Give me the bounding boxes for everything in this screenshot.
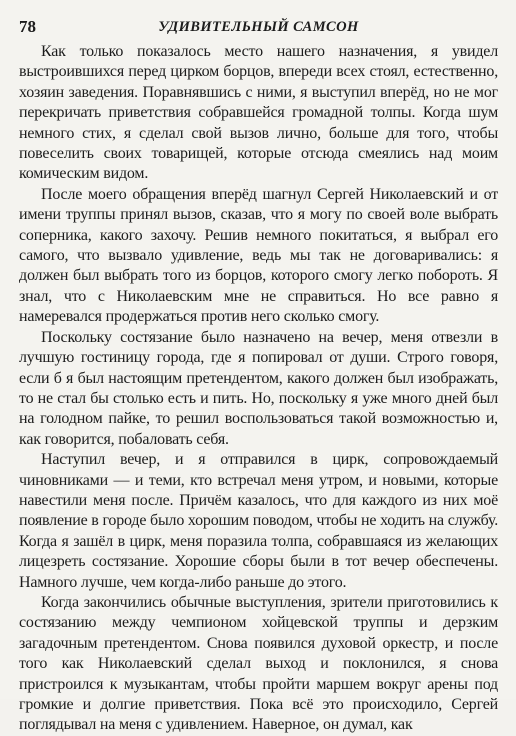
running-head: УДИВИТЕЛЬНЫЙ САМСОН [158,19,359,35]
page-header [19,17,498,41]
paragraph-1: Как только показалось место нашего назначения, я увидел выстроившихся перед цирком борцов, впереди всех стоял, естественно, хозяин заведения. Поравнявшись с ними, я выступил вперёд, но не мог перекричать приветствия собравшейся громадной толпы. Когда шум немного стих, я сделал свой вызов лично, больше для того, чтобы повеселить своих товарищей, которые отсюда смеялись над моим комическим видом. [19,43,498,183]
paragraph-2: После моего обращения вперёд шагнул Сергей Николаевский и от имени труппы принял вызов, сказав, что я могу по своей воле выбрать соперника, какого захочу. Решив немного покитаться, я выбрал его самого, что вызвало удивление, ведь мы так не договаривались: я должен был выбрать того из борцов, которого смогу легко побороть. Я знал, что с Николаевским мне не справиться. Но все равно я намеревался продержаться против него сколько смогу. [19,185,498,326]
page-number: 78 [19,17,36,36]
paragraph-4: Наступил вечер, и я отправился в цирк, сопровождаемый чиновниками — и теми, кто встречал меня утром, и новыми, которые навестили меня после. Причём казалось, что для каждого из них моё появление в городе было хорошим поводом, чтобы не ходить на службу. Когда я зашёл в цирк, меня поразила толпа, собравшаяся из желающих лицезреть состязание. Хорошие сборы были в тот вечер обеспечены. Намного лучше, чем когда-либо раньше до этого. [19,451,498,591]
body-text [19,42,498,736]
paragraph-3: Поскольку состязание было назначено на вечер, меня отвезли в лучшую гостиницу города, где я попировал от души. Строго говоря, если б я был настоящим претендентом, какого должен был изображать, то не стал бы столько есть и пить. Но, поскольку я уже много дней был на голодном пайке, то решил воспользоваться такой возможностью и, как говорится, побаловать себя. [19,328,498,448]
paragraph-5: Когда закончились обычные выступления, зрители приготовились к состязанию между чемпионом хойцевской труппы и дерзким загадочным претендентом. Снова появился духовой оркестр, и после того как Николаевский сделал выход и поклонился, я снова пристроился к музыкантам, чтобы пройти маршем вокруг арены под громкие и долгие приветствия. Пока всё это происходило, Сергей поглядывал на меня с удивлением. Наверное, он думал, как [19,593,498,734]
